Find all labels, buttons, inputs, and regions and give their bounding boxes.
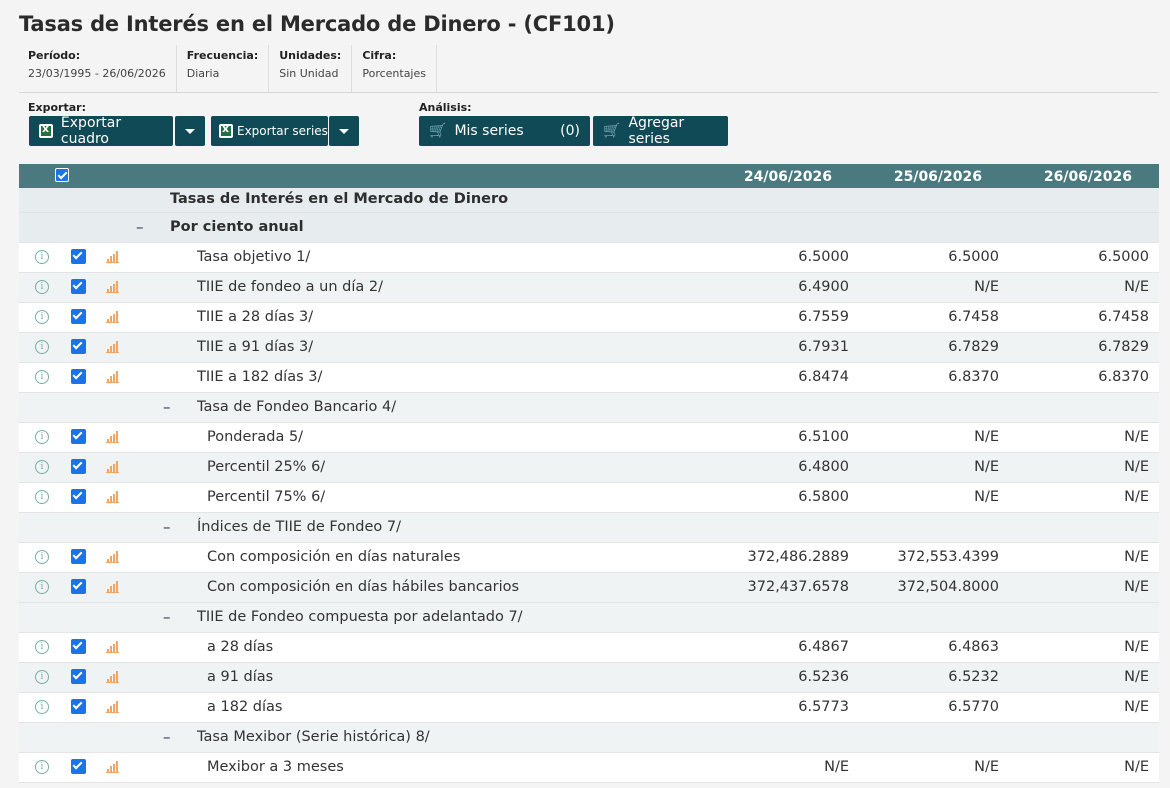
- table-row: [19, 483, 1159, 513]
- export-series-button[interactable]: [211, 116, 328, 146]
- cell-value: 6.5000: [1098, 249, 1149, 265]
- select-all-checkbox[interactable]: [55, 168, 69, 182]
- column-date: 24/06/2026: [743, 169, 832, 185]
- excel-icon: [219, 124, 233, 138]
- series-checkbox[interactable]: [71, 549, 86, 564]
- chart-icon[interactable]: [106, 341, 119, 353]
- chart-icon[interactable]: [106, 281, 119, 293]
- cell-value: 372,553.4399: [897, 549, 999, 565]
- chart-icon[interactable]: [106, 311, 119, 323]
- info-icon[interactable]: i: [35, 340, 49, 354]
- series-label: a 182 días: [207, 699, 283, 715]
- table-row: [19, 453, 1159, 483]
- meta-unidades: [269, 45, 352, 92]
- cell-value: 6.8474: [798, 369, 849, 385]
- table-row: [19, 423, 1159, 453]
- series-checkbox[interactable]: [71, 429, 86, 444]
- cell-value: 6.4800: [798, 459, 849, 475]
- group-row: [19, 723, 1159, 753]
- series-checkbox[interactable]: [71, 309, 86, 324]
- cart-add-icon: 🛒: [603, 123, 621, 139]
- cell-value: 6.7829: [948, 339, 999, 355]
- cell-value: 6.5000: [948, 249, 999, 265]
- cell-value: N/E: [974, 459, 999, 475]
- cell-value: N/E: [1124, 549, 1149, 565]
- cell-value: N/E: [824, 759, 849, 775]
- export-series-label: Exportar series: [237, 124, 328, 138]
- meta-label: Frecuencia:: [186, 49, 259, 62]
- cell-value: N/E: [1124, 279, 1149, 295]
- cell-value: 6.5773: [798, 699, 849, 715]
- series-label: Con composición en días naturales: [207, 549, 461, 565]
- cell-value: 6.5770: [948, 699, 999, 715]
- table-title-row: [19, 188, 1159, 213]
- series-checkbox[interactable]: [71, 489, 86, 504]
- table-row: [19, 573, 1159, 603]
- data-table: [19, 164, 1159, 783]
- cell-value: 6.4867: [798, 639, 849, 655]
- series-checkbox[interactable]: [71, 339, 86, 354]
- meta-value: Diaria: [186, 67, 220, 80]
- table-row: [19, 693, 1159, 723]
- series-label: TIIE a 182 días 3/: [197, 369, 323, 385]
- series-label: Percentil 75% 6/: [207, 489, 326, 505]
- divider: [19, 92, 1159, 93]
- chart-icon[interactable]: [106, 671, 119, 683]
- table-body: [19, 243, 1159, 783]
- cell-value: 6.7829: [1098, 339, 1149, 355]
- table-row: [19, 363, 1159, 393]
- table-header: [19, 164, 1159, 188]
- cell-value: N/E: [974, 759, 999, 775]
- meta-frecuencia: [177, 45, 269, 92]
- info-icon[interactable]: i: [35, 670, 49, 684]
- cell-value: N/E: [1124, 459, 1149, 475]
- info-icon[interactable]: i: [35, 250, 49, 264]
- table-row: [19, 663, 1159, 693]
- collapse-toggle[interactable]: –: [163, 398, 171, 416]
- subhead-row: [19, 213, 1159, 243]
- series-checkbox[interactable]: [71, 249, 86, 264]
- cell-value: 372,486.2889: [747, 549, 849, 565]
- info-icon[interactable]: i: [35, 370, 49, 384]
- group-label: TIIE de Fondeo compuesta por adelantado 7/: [197, 609, 523, 625]
- subhead-label: Por ciento anual: [170, 219, 304, 235]
- meta-cifra: [352, 45, 437, 92]
- cell-value: N/E: [974, 429, 999, 445]
- excel-icon: [39, 124, 53, 138]
- meta-periodo: [19, 45, 177, 92]
- cell-value: 6.7931: [798, 339, 849, 355]
- cell-value: 6.8370: [948, 369, 999, 385]
- metadata-bar: [19, 45, 437, 92]
- series-label: Mexibor a 3 meses: [207, 759, 344, 775]
- cell-value: N/E: [974, 489, 999, 505]
- info-icon[interactable]: i: [35, 310, 49, 324]
- collapse-toggle[interactable]: –: [163, 728, 171, 746]
- group-label: Tasa de Fondeo Bancario 4/: [197, 399, 397, 415]
- cell-value: N/E: [1124, 489, 1149, 505]
- analysis-label: Análisis:: [419, 101, 472, 114]
- chart-icon[interactable]: [106, 461, 119, 473]
- series-checkbox[interactable]: [71, 279, 86, 294]
- my-series-label: Mis series: [454, 123, 524, 139]
- chart-icon[interactable]: [106, 701, 119, 713]
- series-checkbox[interactable]: [71, 759, 86, 774]
- series-checkbox[interactable]: [71, 579, 86, 594]
- cell-value: 6.5100: [798, 429, 849, 445]
- cell-value: N/E: [1124, 699, 1149, 715]
- info-icon[interactable]: i: [35, 430, 49, 444]
- table-row: [19, 333, 1159, 363]
- cell-value: 6.7559: [798, 309, 849, 325]
- chart-icon[interactable]: [106, 491, 119, 503]
- cell-value: N/E: [1124, 579, 1149, 595]
- group-label: Índices de TIIE de Fondeo 7/: [197, 519, 402, 535]
- cart-icon: 🛒: [429, 123, 447, 139]
- table-row: [19, 243, 1159, 273]
- meta-value: Porcentajes: [362, 67, 426, 80]
- info-icon[interactable]: i: [35, 580, 49, 594]
- my-series-button[interactable]: [419, 116, 590, 146]
- series-label: Tasa objetivo 1/: [197, 249, 311, 265]
- series-label: a 28 días: [207, 639, 274, 655]
- chart-icon[interactable]: [106, 551, 119, 563]
- chart-icon[interactable]: [106, 761, 119, 773]
- add-series-label: Agregar series: [628, 115, 685, 147]
- cell-value: 6.8370: [1098, 369, 1149, 385]
- meta-label: Unidades:: [279, 49, 342, 62]
- chevron-down-icon: [185, 129, 195, 134]
- export-table-button[interactable]: [29, 116, 173, 146]
- table-title: Tasas de Interés en el Mercado de Dinero: [170, 191, 509, 207]
- info-icon[interactable]: i: [35, 700, 49, 714]
- cell-value: N/E: [1124, 429, 1149, 445]
- series-checkbox[interactable]: [71, 639, 86, 654]
- series-label: Con composición en días hábiles bancarios: [207, 579, 520, 595]
- table-row: [19, 273, 1159, 303]
- series-checkbox[interactable]: [71, 369, 86, 384]
- series-label: TIIE de fondeo a un día 2/: [197, 279, 384, 295]
- cell-value: 6.7458: [948, 309, 999, 325]
- chart-icon[interactable]: [106, 641, 119, 653]
- table-row: [19, 303, 1159, 333]
- cell-value: 6.7458: [1098, 309, 1149, 325]
- table-row: [19, 543, 1159, 573]
- series-label: Ponderada 5/: [207, 429, 304, 445]
- info-icon[interactable]: i: [35, 760, 49, 774]
- info-icon[interactable]: i: [35, 640, 49, 654]
- cell-value: N/E: [1124, 669, 1149, 685]
- table-row: [19, 633, 1159, 663]
- group-row: [19, 393, 1159, 423]
- export-table-dropdown[interactable]: [175, 116, 205, 146]
- info-icon[interactable]: i: [35, 280, 49, 294]
- collapse-toggle[interactable]: –: [163, 518, 171, 536]
- series-checkbox[interactable]: [71, 699, 86, 714]
- series-label: Percentil 25% 6/: [207, 459, 326, 475]
- meta-value: 23/03/1995 - 26/06/2026: [28, 67, 166, 80]
- cell-value: N/E: [1124, 759, 1149, 775]
- cell-value: 6.4863: [948, 639, 999, 655]
- collapse-toggle[interactable]: –: [163, 608, 171, 626]
- cell-value: N/E: [1124, 639, 1149, 655]
- info-icon[interactable]: i: [35, 490, 49, 504]
- chart-icon[interactable]: [106, 371, 119, 383]
- group-row: [19, 513, 1159, 543]
- meta-label: Cifra:: [362, 49, 397, 62]
- export-label: Exportar:: [28, 101, 86, 114]
- chart-icon[interactable]: [106, 431, 119, 443]
- group-label: Tasa Mexibor (Serie histórica) 8/: [197, 729, 430, 745]
- collapse-toggle[interactable]: –: [136, 218, 144, 236]
- group-row: [19, 603, 1159, 633]
- cell-value: 6.4900: [798, 279, 849, 295]
- meta-label: Período:: [28, 49, 81, 62]
- cell-value: 372,437.6578: [747, 579, 849, 595]
- column-date: 25/06/2026: [893, 169, 982, 185]
- series-label: a 91 días: [207, 669, 274, 685]
- export-series-dropdown[interactable]: [329, 116, 359, 146]
- chevron-down-icon: [339, 129, 349, 134]
- export-table-label: Exportar cuadro: [60, 115, 122, 147]
- cell-value: 372,504.8000: [897, 579, 999, 595]
- chart-icon[interactable]: [106, 581, 119, 593]
- chart-icon[interactable]: [106, 251, 119, 263]
- cell-value: 6.5232: [948, 669, 999, 685]
- info-icon[interactable]: i: [35, 550, 49, 564]
- column-date: 26/06/2026: [1043, 169, 1132, 185]
- meta-value: Sin Unidad: [279, 67, 339, 80]
- cell-value: 6.5236: [798, 669, 849, 685]
- page-title: Tasas de Interés en el Mercado de Dinero - (CF101): [19, 12, 615, 36]
- my-series-count: (0): [560, 123, 580, 139]
- cell-value: 6.5800: [798, 489, 849, 505]
- table-row: [19, 753, 1159, 783]
- cell-value: N/E: [974, 279, 999, 295]
- cell-value: 6.5000: [798, 249, 849, 265]
- series-label: TIIE a 91 días 3/: [197, 339, 314, 355]
- series-checkbox[interactable]: [71, 669, 86, 684]
- series-checkbox[interactable]: [71, 459, 86, 474]
- add-series-button[interactable]: [593, 116, 728, 146]
- info-icon[interactable]: i: [35, 460, 49, 474]
- series-label: TIIE a 28 días 3/: [197, 309, 314, 325]
